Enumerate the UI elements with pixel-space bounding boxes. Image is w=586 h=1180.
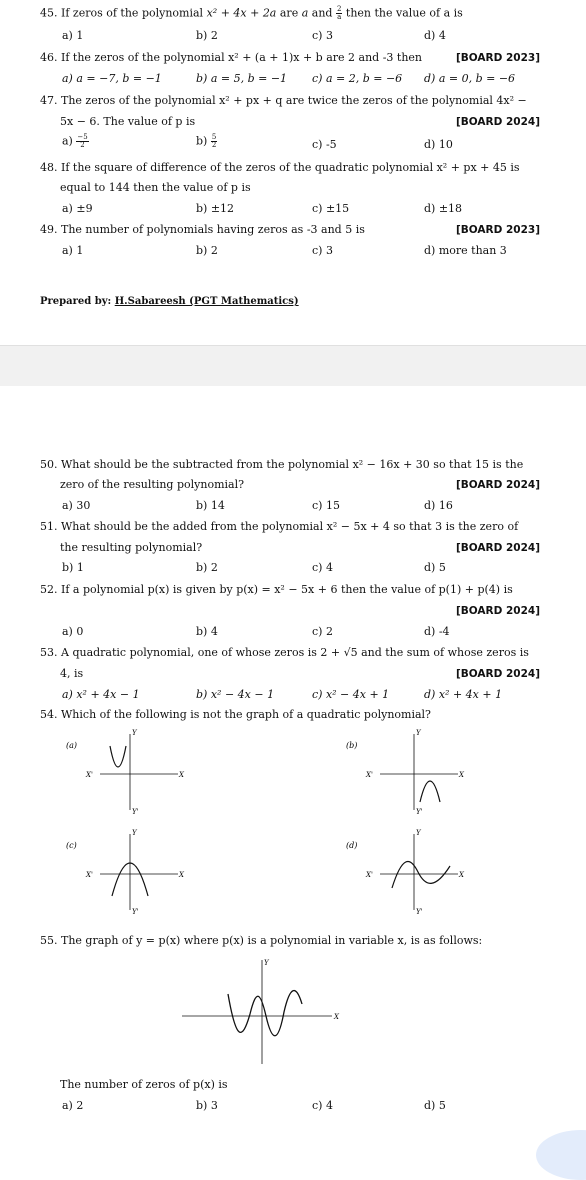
question-47: 47. The zeros of the polynomial x² + px + q are twice the zeros of the polynomial 4x² − [40, 94, 527, 107]
option-46c: c) a = 2, b = −6 [312, 72, 403, 85]
option-55c: c) 4 [312, 1099, 333, 1112]
question-51-continued: the resulting polynomial? [60, 541, 203, 554]
option-46d: d) a = 0, b = −6 [424, 72, 516, 85]
option-50c: c) 15 [312, 499, 340, 512]
question-52: 52. If a polynomial p(x) is given by p(x) = x² − 5x + 6 then the value of p(1) + p(4) is [40, 583, 513, 596]
question-45: 45. If zeros of the polynomial x² + 4x + 2a are a and $\frac{2}{a}$ then the value of a is [40, 5, 463, 21]
floating-button-edge[interactable] [536, 1130, 586, 1180]
graph-c-y: Y [132, 829, 137, 837]
option-48c: c) ±15 [312, 202, 350, 215]
board-tag-47: [BOARD 2024] [455, 116, 540, 128]
option-50b: b) 14 [196, 499, 225, 512]
option-47c: c) -5 [312, 138, 337, 151]
question-46: 46. If the zeros of the polynomial x² + (a + 1)x + b are 2 and -3 then [40, 51, 423, 64]
option-45b: b) 2 [196, 29, 218, 42]
graph-a-yprime: Y' [132, 808, 139, 816]
question-47-continued: 5x − 6. The value of p is [60, 115, 196, 128]
option-49a: a) 1 [62, 244, 84, 257]
graph-c-x: X [179, 871, 184, 879]
board-tag-46: [BOARD 2023] [455, 52, 540, 64]
graph-d-yprime: Y' [416, 908, 423, 916]
question-55: 55. The graph of y = p(x) where p(x) is a polynomial in variable x, is as follows: [40, 934, 483, 947]
option-55d: d) 5 [424, 1099, 446, 1112]
option-47d: d) 10 [424, 138, 453, 151]
graph-c-xprime: X' [86, 871, 93, 879]
question-51: 51. What should be the added from the polynomial x² − 5x + 4 so that 3 is the zero of [40, 520, 519, 533]
graph-d [340, 826, 490, 916]
fraction-2-over-a: $\frac{2}{a}$ [336, 5, 342, 21]
graph-b-label: (b) [346, 741, 358, 750]
question-49: 49. The number of polynomials having zeros as -3 and 5 is [40, 223, 365, 236]
option-53c: c) x² − 4x + 1 [312, 688, 390, 701]
option-51d: d) 5 [424, 561, 446, 574]
board-tag-52: [BOARD 2024] [455, 605, 540, 617]
option-47a: a) $\frac{-5}{2}$ [62, 133, 88, 149]
graph-d-xprime: X' [366, 871, 373, 879]
option-55b: b) 3 [196, 1099, 218, 1112]
graph-d-label: (d) [346, 841, 358, 850]
worksheet-page-1 [0, 0, 586, 345]
polynomial-graph [170, 956, 360, 1066]
question-48-continued: equal to 144 then the value of p is [60, 181, 251, 194]
option-53a: a) x² + 4x − 1 [62, 688, 140, 701]
board-tag-49: [BOARD 2023] [455, 224, 540, 236]
option-48b: b) ±12 [196, 202, 235, 215]
option-52b: b) 4 [196, 625, 218, 638]
option-46a: a) a = −7, b = −1 [62, 72, 162, 85]
option-45d: d) 4 [424, 29, 446, 42]
option-45c: c) 3 [312, 29, 333, 42]
graph-d-x: X [459, 871, 464, 879]
option-48a: a) ±9 [62, 202, 93, 215]
option-52a: a) 0 [62, 625, 84, 638]
prepared-by: Prepared by: H.Sabareesh (PGT Mathematics) [40, 296, 299, 307]
graph-a-xprime: X' [86, 771, 93, 779]
graph-b-y: Y [416, 729, 421, 737]
question-55-continued: The number of zeros of p(x) is [60, 1078, 228, 1091]
graph-b-yprime: Y' [416, 808, 423, 816]
option-49d: d) more than 3 [424, 244, 507, 257]
graph-b-x: X [459, 771, 464, 779]
graph-b [340, 726, 490, 816]
option-49c: c) 3 [312, 244, 333, 257]
question-50: 50. What should be the subtracted from the polynomial x² − 16x + 30 so that 15 is the [40, 458, 524, 471]
graph-c [60, 826, 210, 916]
option-45a: a) 1 [62, 29, 84, 42]
option-50d: d) 16 [424, 499, 453, 512]
graph-a-label: (a) [66, 741, 78, 750]
graph-b-xprime: X' [366, 771, 373, 779]
option-49b: b) 2 [196, 244, 218, 257]
option-51c: c) 4 [312, 561, 333, 574]
option-52d: d) -4 [424, 625, 450, 638]
option-55a: a) 2 [62, 1099, 84, 1112]
graph-c-label: (c) [66, 841, 77, 850]
option-47b: b) $\frac{5}{2}$ [196, 133, 217, 149]
board-tag-51: [BOARD 2024] [455, 542, 540, 554]
option-51a: b) 1 [62, 561, 84, 574]
graph-a [60, 726, 210, 816]
option-51b: b) 2 [196, 561, 218, 574]
question-48: 48. If the square of difference of the zeros of the quadratic polynomial x² + px + 45 is [40, 161, 520, 174]
option-52c: c) 2 [312, 625, 333, 638]
question-53: 53. A quadratic polynomial, one of whose zeros is 2 + √5 and the sum of whose zeros is [40, 646, 529, 659]
graph-a-y: Y [132, 729, 137, 737]
question-54: 54. Which of the following is not the graph of a quadratic polynomial? [40, 708, 431, 721]
page-separator [0, 345, 586, 386]
option-46b: b) a = 5, b = −1 [196, 72, 288, 85]
option-50a: a) 30 [62, 499, 91, 512]
graph-c-yprime: Y' [132, 908, 139, 916]
question-53-continued: 4, is [60, 667, 84, 680]
author-name: H.Sabareesh (PGT Mathematics) [114, 296, 299, 307]
question-50-continued: zero of the resulting polynomial? [60, 478, 244, 491]
graph-55-x: X [334, 1013, 339, 1021]
worksheet-page-2 [0, 386, 586, 1150]
graph-a-x: X [179, 771, 184, 779]
board-tag-53: [BOARD 2024] [455, 668, 540, 680]
board-tag-50: [BOARD 2024] [455, 479, 540, 491]
graph-d-y: Y [416, 829, 421, 837]
option-48d: d) ±18 [424, 202, 463, 215]
option-53d: d) x² + 4x + 1 [424, 688, 503, 701]
graph-55-y: Y [264, 959, 269, 967]
option-53b: b) x² − 4x − 1 [196, 688, 275, 701]
